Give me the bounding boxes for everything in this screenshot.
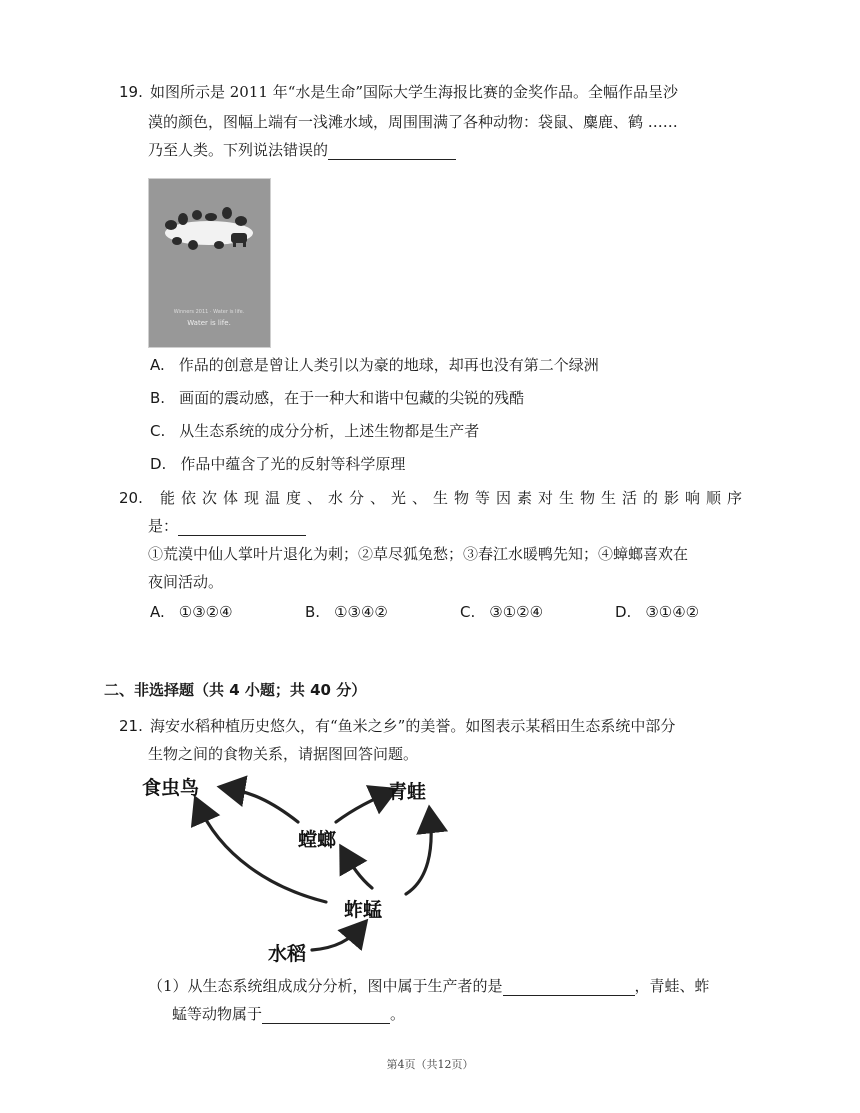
- question-20-text-line1: 能依次体现温度、水分、光、生物等因素对生物生活的影响顺序: [160, 489, 749, 507]
- answer-blank-20[interactable]: [178, 519, 306, 536]
- option-20-a[interactable]: A. ①③②④: [150, 603, 233, 621]
- node-grasshopper: 蚱蜢: [344, 899, 383, 921]
- node-mantis: 螳螂: [298, 829, 337, 851]
- question-20-number: 20.: [119, 489, 143, 507]
- poster-caption: Winners 2011 · Water is life.: [173, 309, 245, 315]
- arrow-grasshopper-to-mantis: [344, 852, 372, 888]
- question-21-number: 21.: [119, 717, 143, 735]
- node-rice: 水稻: [268, 943, 307, 965]
- option-19-a[interactable]: A. 作品的创意是曾让人类引以为豪的地球，却再也没有第二个绿洲: [150, 356, 599, 374]
- question-19-number: 19.: [119, 83, 143, 101]
- option-20-d[interactable]: D. ③①④②: [615, 603, 700, 621]
- arrow-grasshopper-to-bird: [198, 804, 326, 902]
- option-19-b[interactable]: B. 画面的震动感，在于一种大和谐中包藏的尖锐的残酷: [150, 389, 525, 407]
- answer-blank-21-consumer[interactable]: [262, 1007, 390, 1024]
- node-frog: 青蛙: [388, 781, 427, 803]
- section-heading: 二、非选择题（共 4 小题；共 40 分）: [104, 681, 367, 699]
- answer-blank-19[interactable]: [328, 143, 456, 160]
- arrow-mantis-to-frog: [336, 792, 390, 822]
- question-21-text-line2: 生物之间的食物关系，请据图回答问题。: [148, 745, 419, 763]
- question-20-text-line4: 夜间活动。: [148, 573, 224, 591]
- poster-title: Water is life.: [187, 319, 231, 327]
- question-21-text-line1: 海安水稻种植历史悠久，有“鱼米之乡”的美誉。如图表示某稻田生态系统中部分: [150, 717, 676, 735]
- poster-image: [148, 178, 271, 348]
- arrow-mantis-to-bird: [226, 788, 298, 822]
- option-19-c[interactable]: C. 从生态系统的成分分析，上述生物都是生产者: [150, 422, 480, 440]
- question-19-text-line1: 如图所示是 2011 年“水是生命”国际大学生海报比赛的金奖作品。全幅作品呈沙: [150, 83, 679, 101]
- node-bird: 食虫鸟: [142, 777, 200, 799]
- answer-blank-21-producer[interactable]: [503, 979, 635, 996]
- arrow-rice-to-grasshopper: [312, 926, 362, 950]
- question-19-text-line2: 漠的颜色，图幅上端有一浅滩水域，周围围满了各种动物：袋鼠、麋鹿、鹤 ……: [148, 113, 678, 131]
- food-web-diagram: [140, 770, 460, 970]
- arrow-grasshopper-to-frog: [406, 814, 431, 894]
- question-21-sub1-line1: （1）从生态系统组成成分分析，图中属于生产者的是 ，青蛙、蚱: [148, 977, 710, 995]
- question-19-text-line3: 乃至人类。下列说法错误的: [148, 140, 456, 160]
- option-20-c[interactable]: C. ③①②④: [460, 603, 544, 621]
- question-20-text-line2: 是：: [148, 516, 306, 536]
- question-20-text-line3: ①荒漠中仙人掌叶片退化为刺；②草尽狐兔愁；③春江水暖鸭先知；④蟑螂喜欢在: [148, 545, 689, 563]
- page-footer: 第4页（共12页）: [386, 1058, 474, 1071]
- poster-artwork: [149, 179, 270, 347]
- option-19-d[interactable]: D. 作品中蕴含了光的反射等科学原理: [150, 455, 406, 473]
- question-21-sub1-line2: 蜢等动物属于 。: [172, 1005, 406, 1023]
- option-20-b[interactable]: B. ①③④②: [305, 603, 388, 621]
